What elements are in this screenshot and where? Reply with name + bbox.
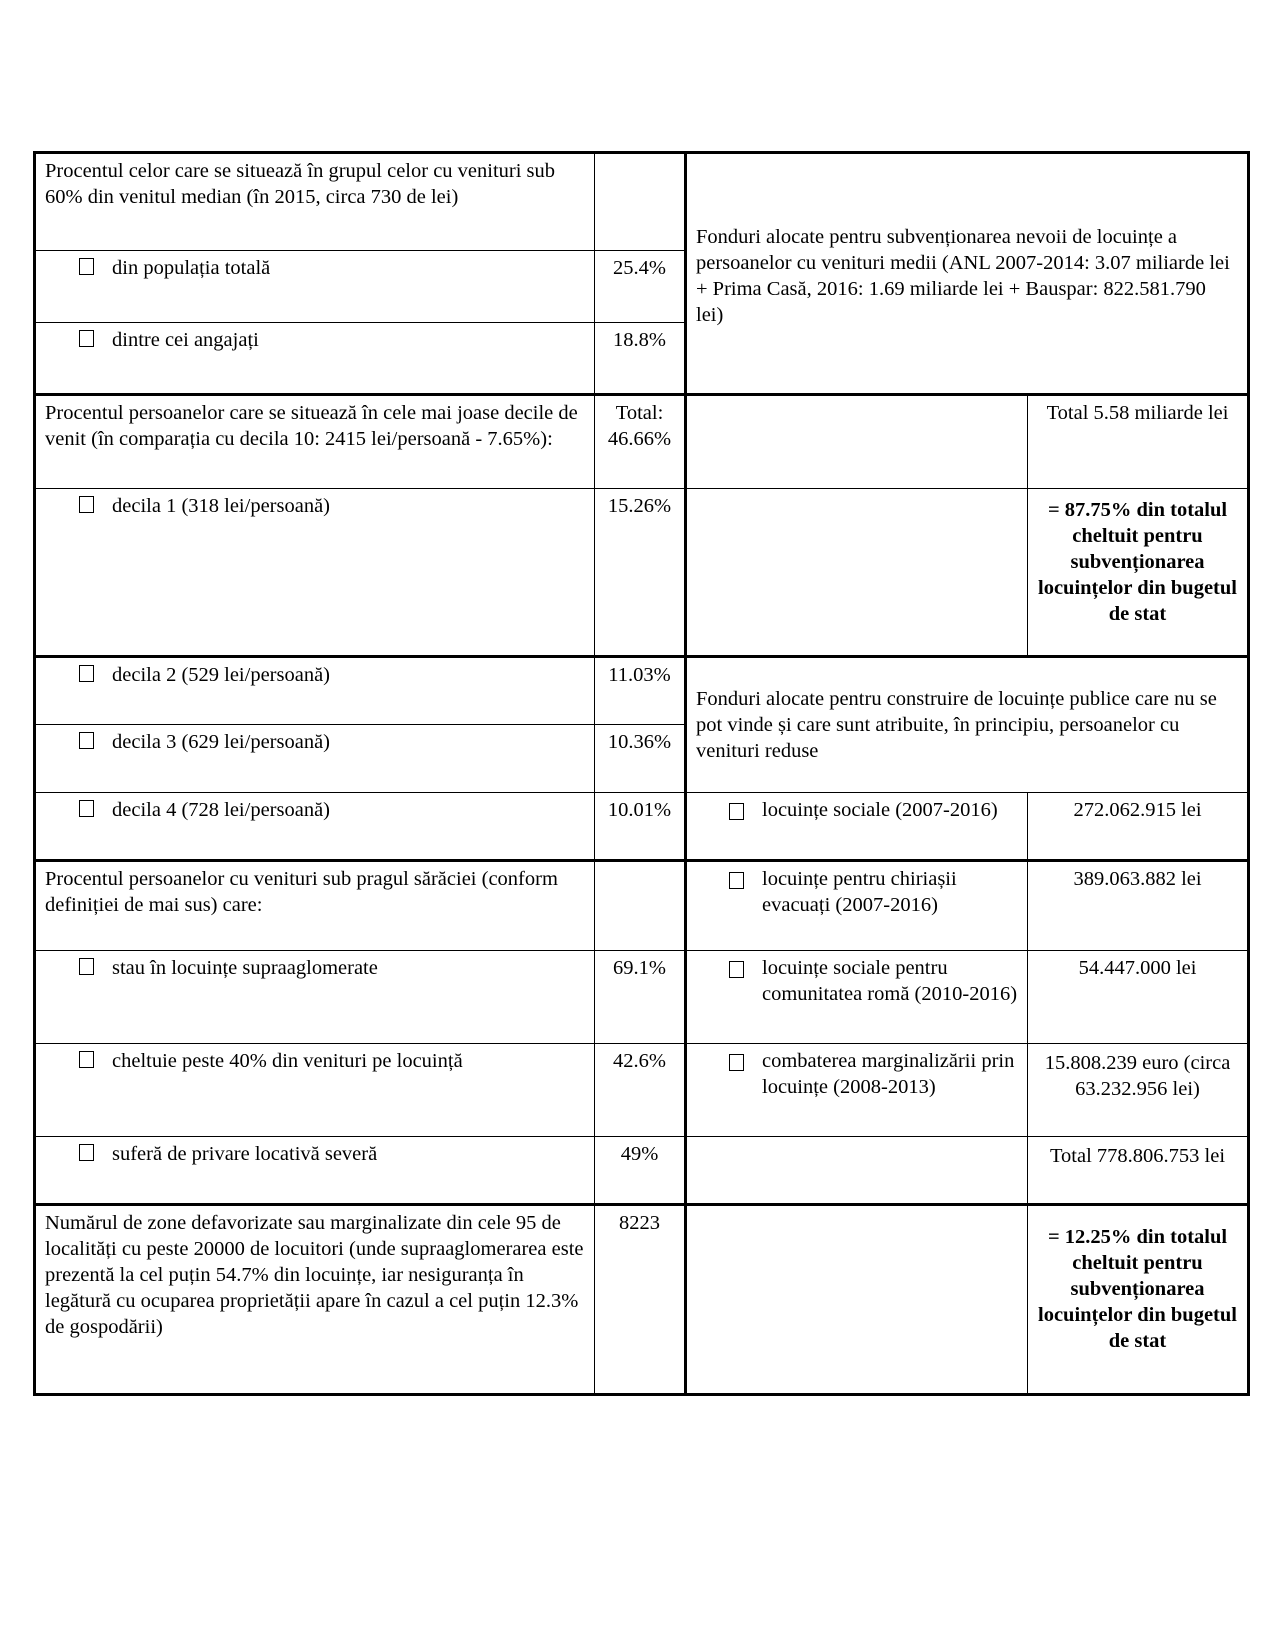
overcrowded-value: 69.1% <box>595 951 686 1044</box>
funds-public-housing-share: = 12.25% din totalul cheltuit pentru subvenționarea locuințelor din bugetul de stat <box>1028 1205 1249 1395</box>
checkbox-bullet-icon <box>79 330 94 347</box>
decile-4-item <box>35 793 595 861</box>
evicted-tenants-value: 389.063.882 lei <box>1028 861 1249 951</box>
decile-1-value: 15.26% <box>595 489 686 657</box>
empty-cell <box>595 861 686 951</box>
decile-4-label: decila 4 (728 lei/persoană) <box>112 799 331 821</box>
funds-medium-income-total: Total 5.58 miliarde lei <box>1028 395 1249 489</box>
checkbox-bullet-icon <box>729 803 744 820</box>
poverty-housing-label: Procentul persoanelor cu venituri sub pragul sărăciei (conform definiției de mai sus) care: <box>35 861 595 951</box>
disadvantaged-zones-label: Numărul de zone defavorizate sau marginalizate din cele 95 de localități cu peste 20000 de locuitori (unde supraaglomerarea este prezentă la cel puțin 54.7% din locuințe, iar nesiguranța în legătură cu ocuparea proprietății apare în cazul a cel puțin 12.3% de gospodării) <box>35 1205 595 1395</box>
employed-value: 18.8% <box>595 323 686 395</box>
decile-1-item <box>35 489 595 657</box>
checkbox-bullet-icon <box>79 1051 94 1068</box>
evicted-tenants-item <box>686 861 1028 951</box>
disadvantaged-zones-value: 8223 <box>595 1205 686 1395</box>
decile-3-item <box>35 725 595 793</box>
checkbox-bullet-icon <box>79 1144 94 1161</box>
decile-2-value: 11.03% <box>595 657 686 725</box>
total-population-value: 25.4% <box>595 251 686 323</box>
marginalization-item <box>686 1044 1028 1137</box>
poverty-group-value <box>595 153 686 251</box>
social-housing-label: locuințe sociale (2007-2016) <box>762 799 998 821</box>
funds-medium-income-label: Fonduri alocate pentru subvenționarea nevoii de locuințe a persoanelor cu venituri medii (ANL 2007-2014: 3.07 miliarde lei + Prima Casă, 2016: 1.69 miliarde lei + Bauspar: 822.581.790 lei) <box>686 153 1249 395</box>
empty-cell <box>686 1137 1028 1205</box>
employed-item <box>35 323 595 395</box>
checkbox-bullet-icon <box>729 872 744 889</box>
evicted-tenants-label: locuințe pentru chiriașii evacuați (2007-2016) <box>762 868 957 916</box>
severe-deprivation-item <box>35 1137 595 1205</box>
funds-public-housing-total: Total 778.806.753 lei <box>1028 1137 1249 1205</box>
checkbox-bullet-icon <box>729 1054 744 1071</box>
housing-statistics-table <box>33 151 1250 1396</box>
checkbox-bullet-icon <box>79 258 94 275</box>
employed-label: dintre cei angajați <box>112 329 259 351</box>
roma-housing-value: 54.447.000 lei <box>1028 951 1249 1044</box>
decile-4-value: 10.01% <box>595 793 686 861</box>
empty-cell <box>686 489 1028 657</box>
overcrowded-item <box>35 951 595 1044</box>
total-population-label: din populația totală <box>112 257 271 279</box>
overcrowded-label: stau în locuințe supraaglomerate <box>112 957 378 979</box>
deciles-label: Procentul persoanelor care se situează în cele mai joase decile de venit (în comparația cu decila 10: 2415 lei/persoană - 7.65%): <box>35 395 595 489</box>
decile-2-item <box>35 657 595 725</box>
roma-housing-item <box>686 951 1028 1044</box>
severe-deprivation-value: 49% <box>595 1137 686 1205</box>
marginalization-value: 15.808.239 euro (circa 63.232.956 lei) <box>1028 1044 1249 1137</box>
severe-deprivation-label: suferă de privare locativă severă <box>112 1143 378 1165</box>
funds-public-housing-label: Fonduri alocate pentru construire de locuințe publice care nu se pot vinde și care sunt atribuite, în principiu, persoanelor cu venituri reduse <box>686 657 1249 793</box>
checkbox-bullet-icon <box>729 961 744 978</box>
deciles-total-value: Total: 46.66% <box>595 395 686 489</box>
total-population-item <box>35 251 595 323</box>
decile-3-value: 10.36% <box>595 725 686 793</box>
decile-3-label: decila 3 (629 lei/persoană) <box>112 731 331 753</box>
checkbox-bullet-icon <box>79 665 94 682</box>
checkbox-bullet-icon <box>79 800 94 817</box>
decile-1-label: decila 1 (318 lei/persoană) <box>112 495 331 517</box>
social-housing-value: 272.062.915 lei <box>1028 793 1249 861</box>
marginalization-label: combaterea marginalizării prin locuințe (2008-2013) <box>762 1050 1015 1098</box>
roma-housing-label: locuințe sociale pentru comunitatea romă (2010-2016) <box>762 957 1018 1005</box>
empty-cell <box>686 395 1028 489</box>
spend-over-40-value: 42.6% <box>595 1044 686 1137</box>
checkbox-bullet-icon <box>79 958 94 975</box>
decile-2-label: decila 2 (529 lei/persoană) <box>112 664 331 686</box>
social-housing-item <box>686 793 1028 861</box>
poverty-group-label: Procentul celor care se situează în grupul celor cu venituri sub 60% din venitul median (în 2015, circa 730 de lei) <box>35 153 595 251</box>
checkbox-bullet-icon <box>79 732 94 749</box>
spend-over-40-label: cheltuie peste 40% din venituri pe locuință <box>112 1050 463 1072</box>
checkbox-bullet-icon <box>79 496 94 513</box>
empty-cell <box>686 1205 1028 1395</box>
funds-medium-income-share: = 87.75% din totalul cheltuit pentru subvenționarea locuințelor din bugetul de stat <box>1028 489 1249 657</box>
spend-over-40-item <box>35 1044 595 1137</box>
